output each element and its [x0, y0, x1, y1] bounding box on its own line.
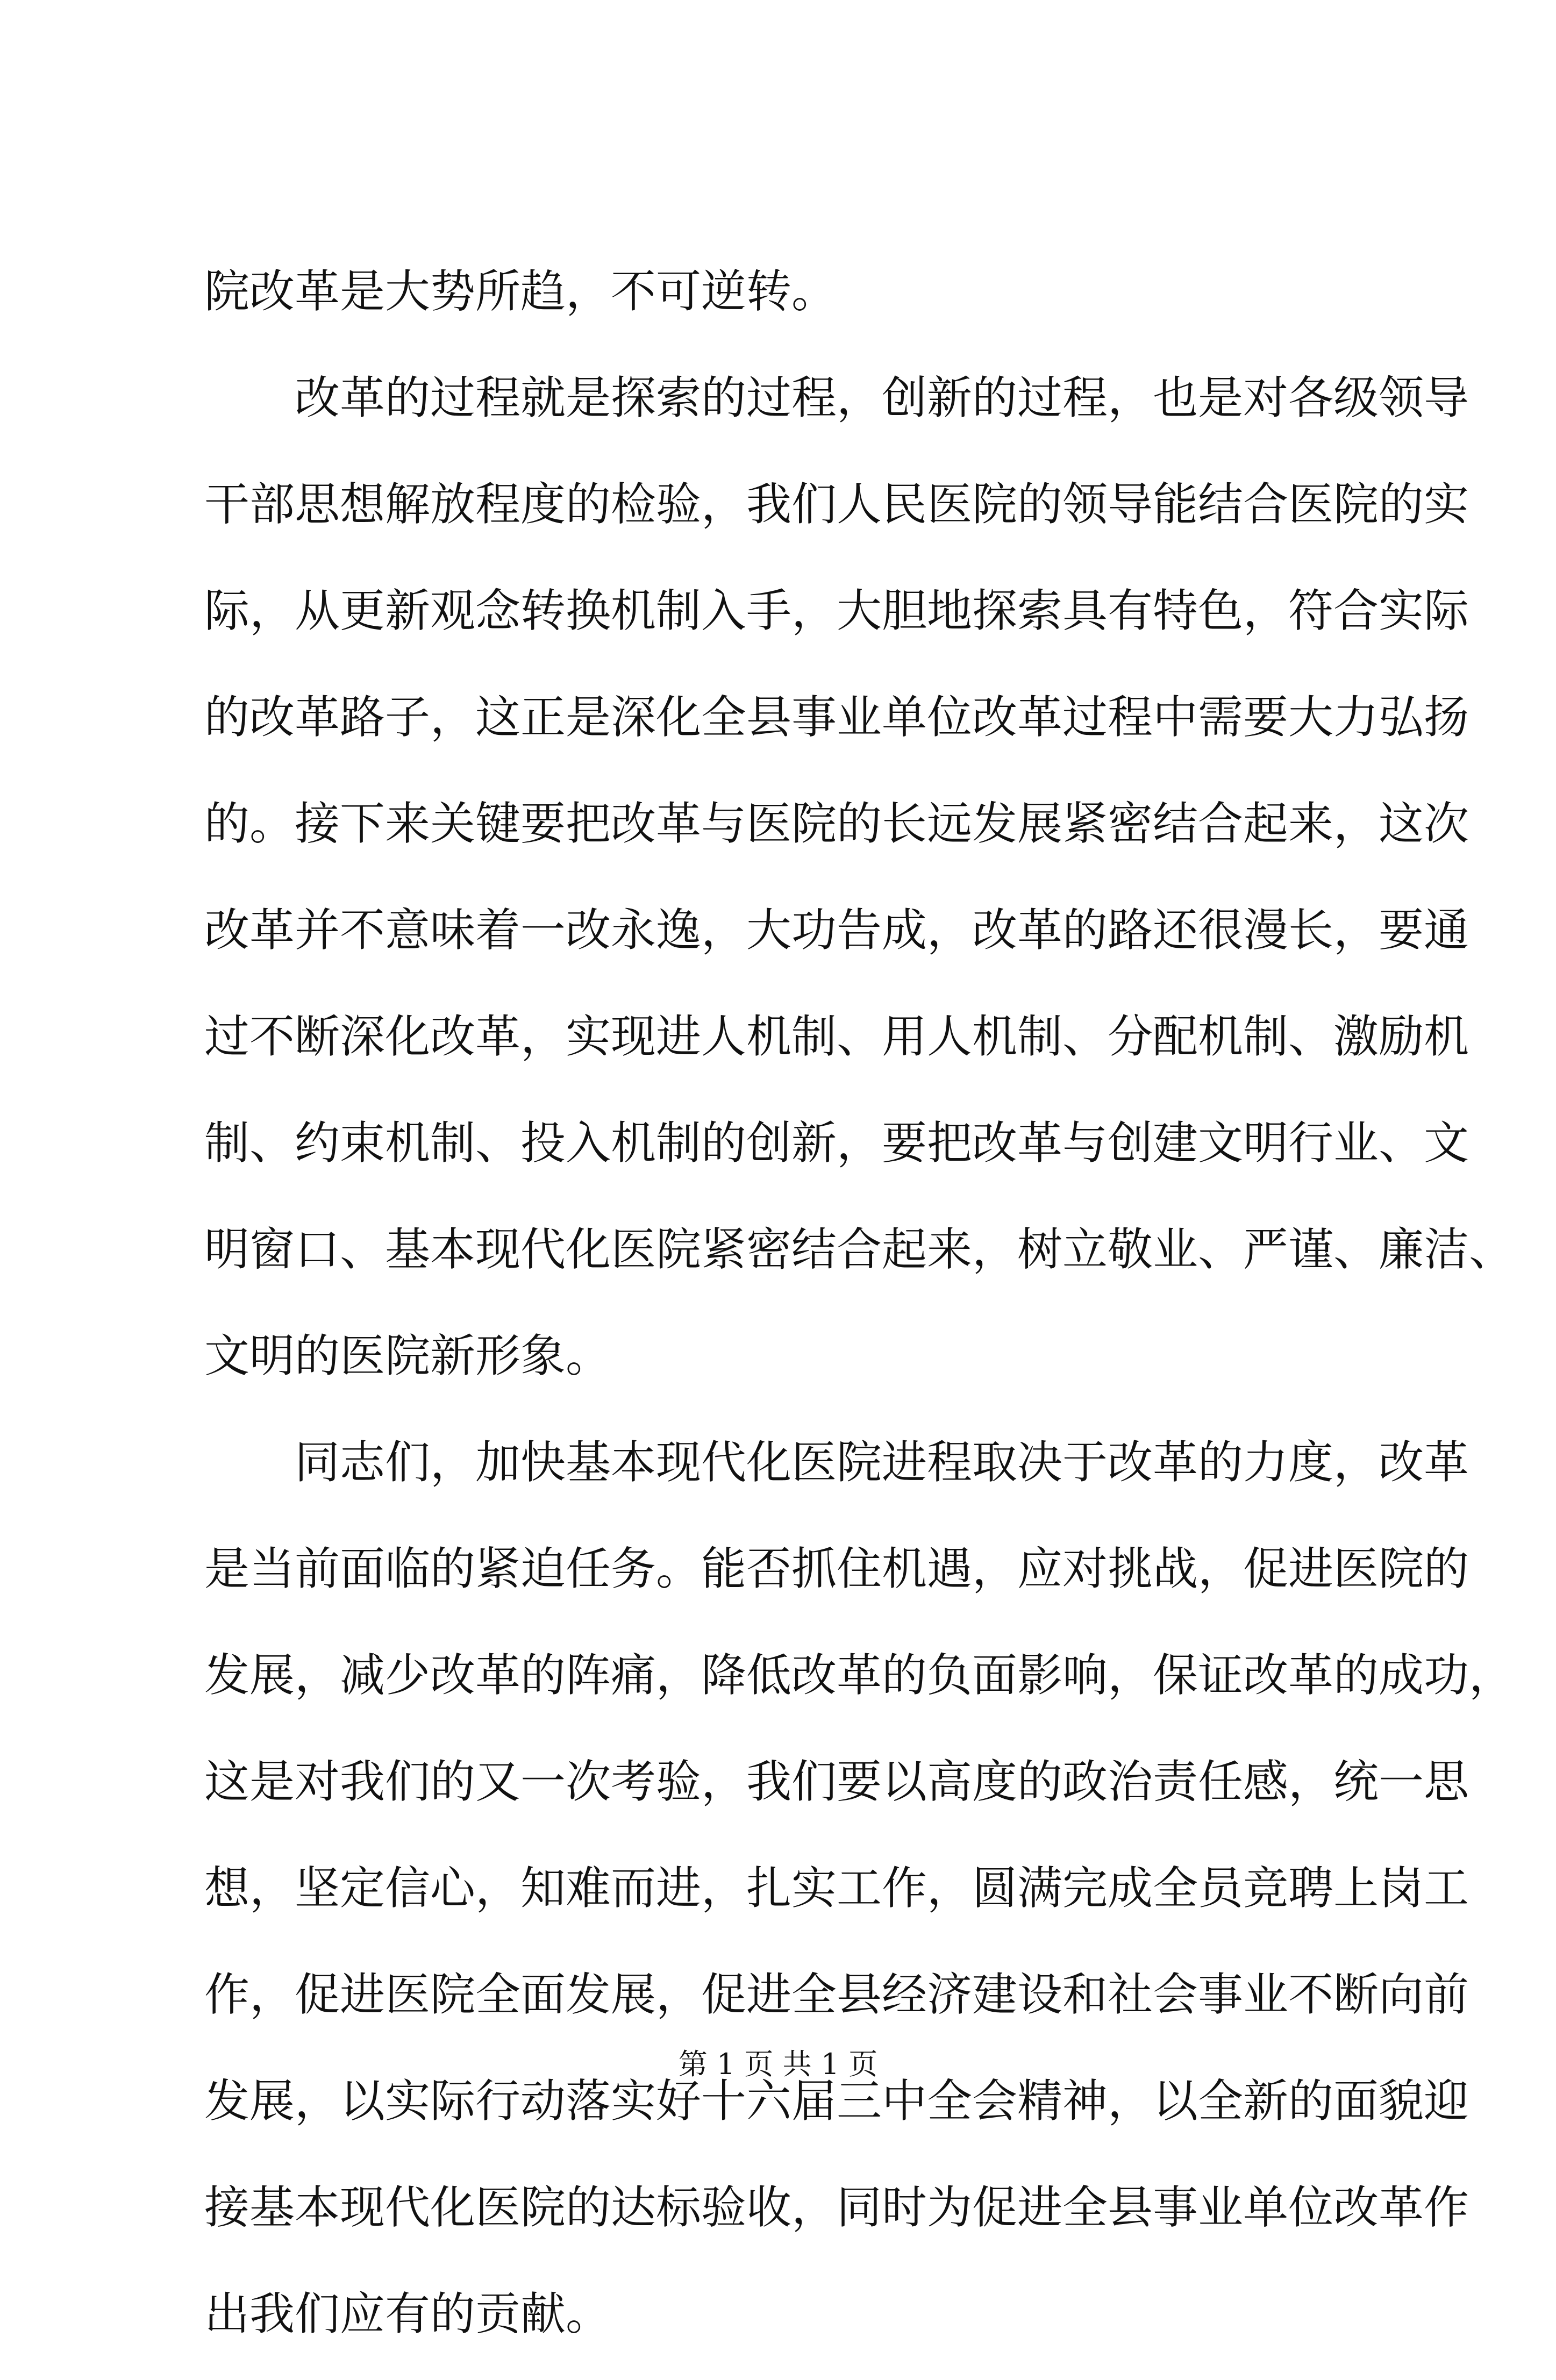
text-line: 改革并不意味着一改永逸，大功告成，改革的路还很漫长，要通: [204, 904, 1469, 956]
text-line: 是当前面临的紧迫任务。能否抓住机遇，应对挑战，促进医院的: [204, 1542, 1469, 1595]
text-line: 发展，以实际行动落实好十六届三中全会精神，以全新的面貌迎: [204, 2075, 1469, 2127]
text-line: 发展，减少改革的阵痛，降低改革的负面影响，保证改革的成功，: [204, 1649, 1515, 1702]
paragraph-start-line: 改革的过程就是探索的过程，创新的过程，也是对各级领导: [295, 371, 1469, 424]
text-line: 接基本现代化医院的达标验收，同时为促进全县事业单位改革作: [204, 2181, 1469, 2234]
text-line: 干部思想解放程度的检验，我们人民医院的领导能结合医院的实: [204, 478, 1469, 531]
page-number-footer: 第 1 页 共 1 页: [678, 2047, 878, 2081]
text-line: 的改革路子，这正是深化全县事业单位改革过程中需要大力弘扬: [204, 691, 1469, 744]
text-line: 想，坚定信心，知难而进，扎实工作，圆满完成全员竞聘上岗工: [204, 1862, 1469, 1914]
paragraph-end-line: 出我们应有的贡献。: [204, 2288, 611, 2340]
text-line: 的。接下来关键要把改革与医院的长远发展紧密结合起来，这次: [204, 797, 1469, 850]
text-line: 制、约束机制、投入机制的创新，要把改革与创建文明行业、文: [204, 1117, 1469, 1169]
text-line: 过不断深化改革，实现进人机制、用人机制、分配机制、激励机: [204, 1010, 1469, 1063]
text-line: 际，从更新观念转换机制入手，大胆地探索具有特色，符合实际: [204, 584, 1469, 637]
paragraph-start-line: 同志们，加快基本现代化医院进程取决于改革的力度，改革: [295, 1436, 1469, 1489]
text-line: 明窗口、基本现代化医院紧密结合起来，树立敬业、严谨、廉洁、: [204, 1223, 1515, 1276]
text-line: 院改革是大势所趋，不可逆转。: [204, 265, 837, 318]
text-line: 作，促进医院全面发展，促进全县经济建设和社会事业不断向前: [204, 1968, 1469, 2021]
text-line: 这是对我们的又一次考验，我们要以高度的政治责任感，统一思: [204, 1755, 1469, 1808]
paragraph-end-line: 文明的医院新形象。: [204, 1330, 611, 1382]
